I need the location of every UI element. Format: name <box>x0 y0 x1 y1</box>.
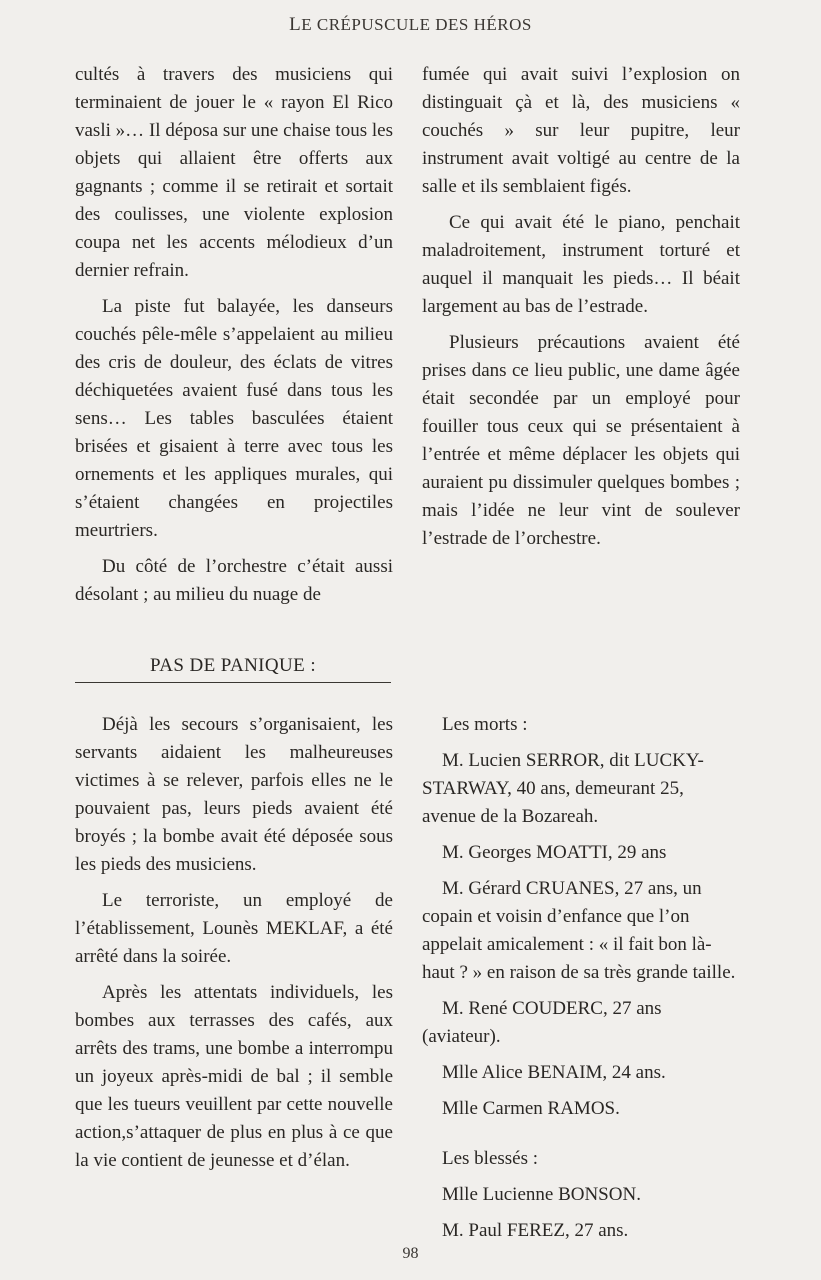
bottom-right-column <box>422 711 740 1253</box>
paragraph: Déjà les secours s’organisaient, les servants aidaient les malheureuses victimes à se relever, parfois elles ne le pouvaient pas, leurs pieds avaient été broyés ; la bombe avait été déposée sous les pieds des musiciens. <box>75 714 393 875</box>
list-item: Mlle Lucienne BONSON. <box>442 1184 641 1205</box>
injured-heading: Les blessés : <box>442 1148 539 1169</box>
list-item: M. Paul FEREZ, 27 ans. <box>442 1220 629 1241</box>
dead-heading: Les morts : <box>442 714 528 735</box>
running-header <box>0 14 821 36</box>
bottom-left-column <box>75 711 393 1183</box>
spacer <box>422 1131 740 1145</box>
list-item: M. René COUDERC, 27 ans (aviateur). <box>422 998 662 1047</box>
running-title-rest: E CRÉPUSCULE DES HÉROS <box>301 15 532 34</box>
paragraph: fumée qui avait suivi l’explosion on distinguait çà et là, des musiciens « couchés » sur leur pupitre, leur instrument avait voltigé au centre de la salle et ils semblaient figés. <box>422 64 740 197</box>
list-item: Mlle Carmen RAMOS. <box>442 1098 620 1119</box>
top-right-column <box>422 61 740 561</box>
paragraph: cultés à travers des musiciens qui terminaient de jouer le « rayon El Rico vasli »… Il déposa sur une chaise tous les objets qui allaient être offerts aux gagnants ; comme il se retirait et sortait des coulisses, une violente explosion coupa net les accents mélodieux d’un dernier refrain. <box>75 64 393 281</box>
paragraph: Plusieurs précautions avaient été prises dans ce lieu public, une dame âgée était secondée par un employé pour fouiller tous ceux qui se présentaient à l’entrée et même déplacer les objets qui auraient pu dissimuler quelques bombes ; mais l’idée ne leur vint de soulever l’estrade de l’orchestre. <box>422 332 740 549</box>
section-heading: PAS DE PANIQUE : <box>75 652 391 683</box>
paragraph: Le terroriste, un employé de l’établissement, Lounès MEKLAF, a été arrêté dans la soirée. <box>75 890 393 967</box>
paragraph: Ce qui avait été le piano, penchait maladroitement, instrument torturé et auquel il manquait les pieds… Il béait largement au bas de l’estrade. <box>422 212 740 317</box>
list-item: M. Georges MOATTI, 29 ans <box>442 842 667 863</box>
list-item: Mlle Alice BENAIM, 24 ans. <box>442 1062 666 1083</box>
list-item: M. Gérard CRUANES, 27 ans, un copain et voisin d’enfance que l’on appelait amicalement : « il fait bon là-haut ? » en raison de sa très grande taille. <box>422 878 736 983</box>
paragraph: Du côté de l’orchestre c’était aussi désolant ; au milieu du nuage de <box>75 556 393 605</box>
page-number: 98 <box>402 1245 419 1262</box>
running-title-initial: L <box>289 14 302 35</box>
top-left-column <box>75 61 393 617</box>
paragraph: Après les attentats individuels, les bombes aux terrasses des cafés, aux arrêts des trams, une bombe a interrompu un joyeux après-midi de bal ; il semble que les tueurs veuillent par cette nouvelle action,s’attaquer de plus en plus à ce que la vie contient de jeunesse et d’élan. <box>75 982 393 1171</box>
list-item: M. Lucien SERROR, dit LUCKY-STARWAY, 40 ans, demeurant 25, avenue de la Bozareah. <box>422 750 704 827</box>
paragraph: La piste fut balayée, les danseurs couchés pêle-mêle s’appelaient au milieu des cris de douleur, des éclats de vitres déchiquetées avaient fusé dans tous les sens… Les tables basculées étaient brisées et gisaient à terre avec tous les ornements et les appliques murales, qui s’étaient changées en projectiles meurtriers. <box>75 296 393 541</box>
